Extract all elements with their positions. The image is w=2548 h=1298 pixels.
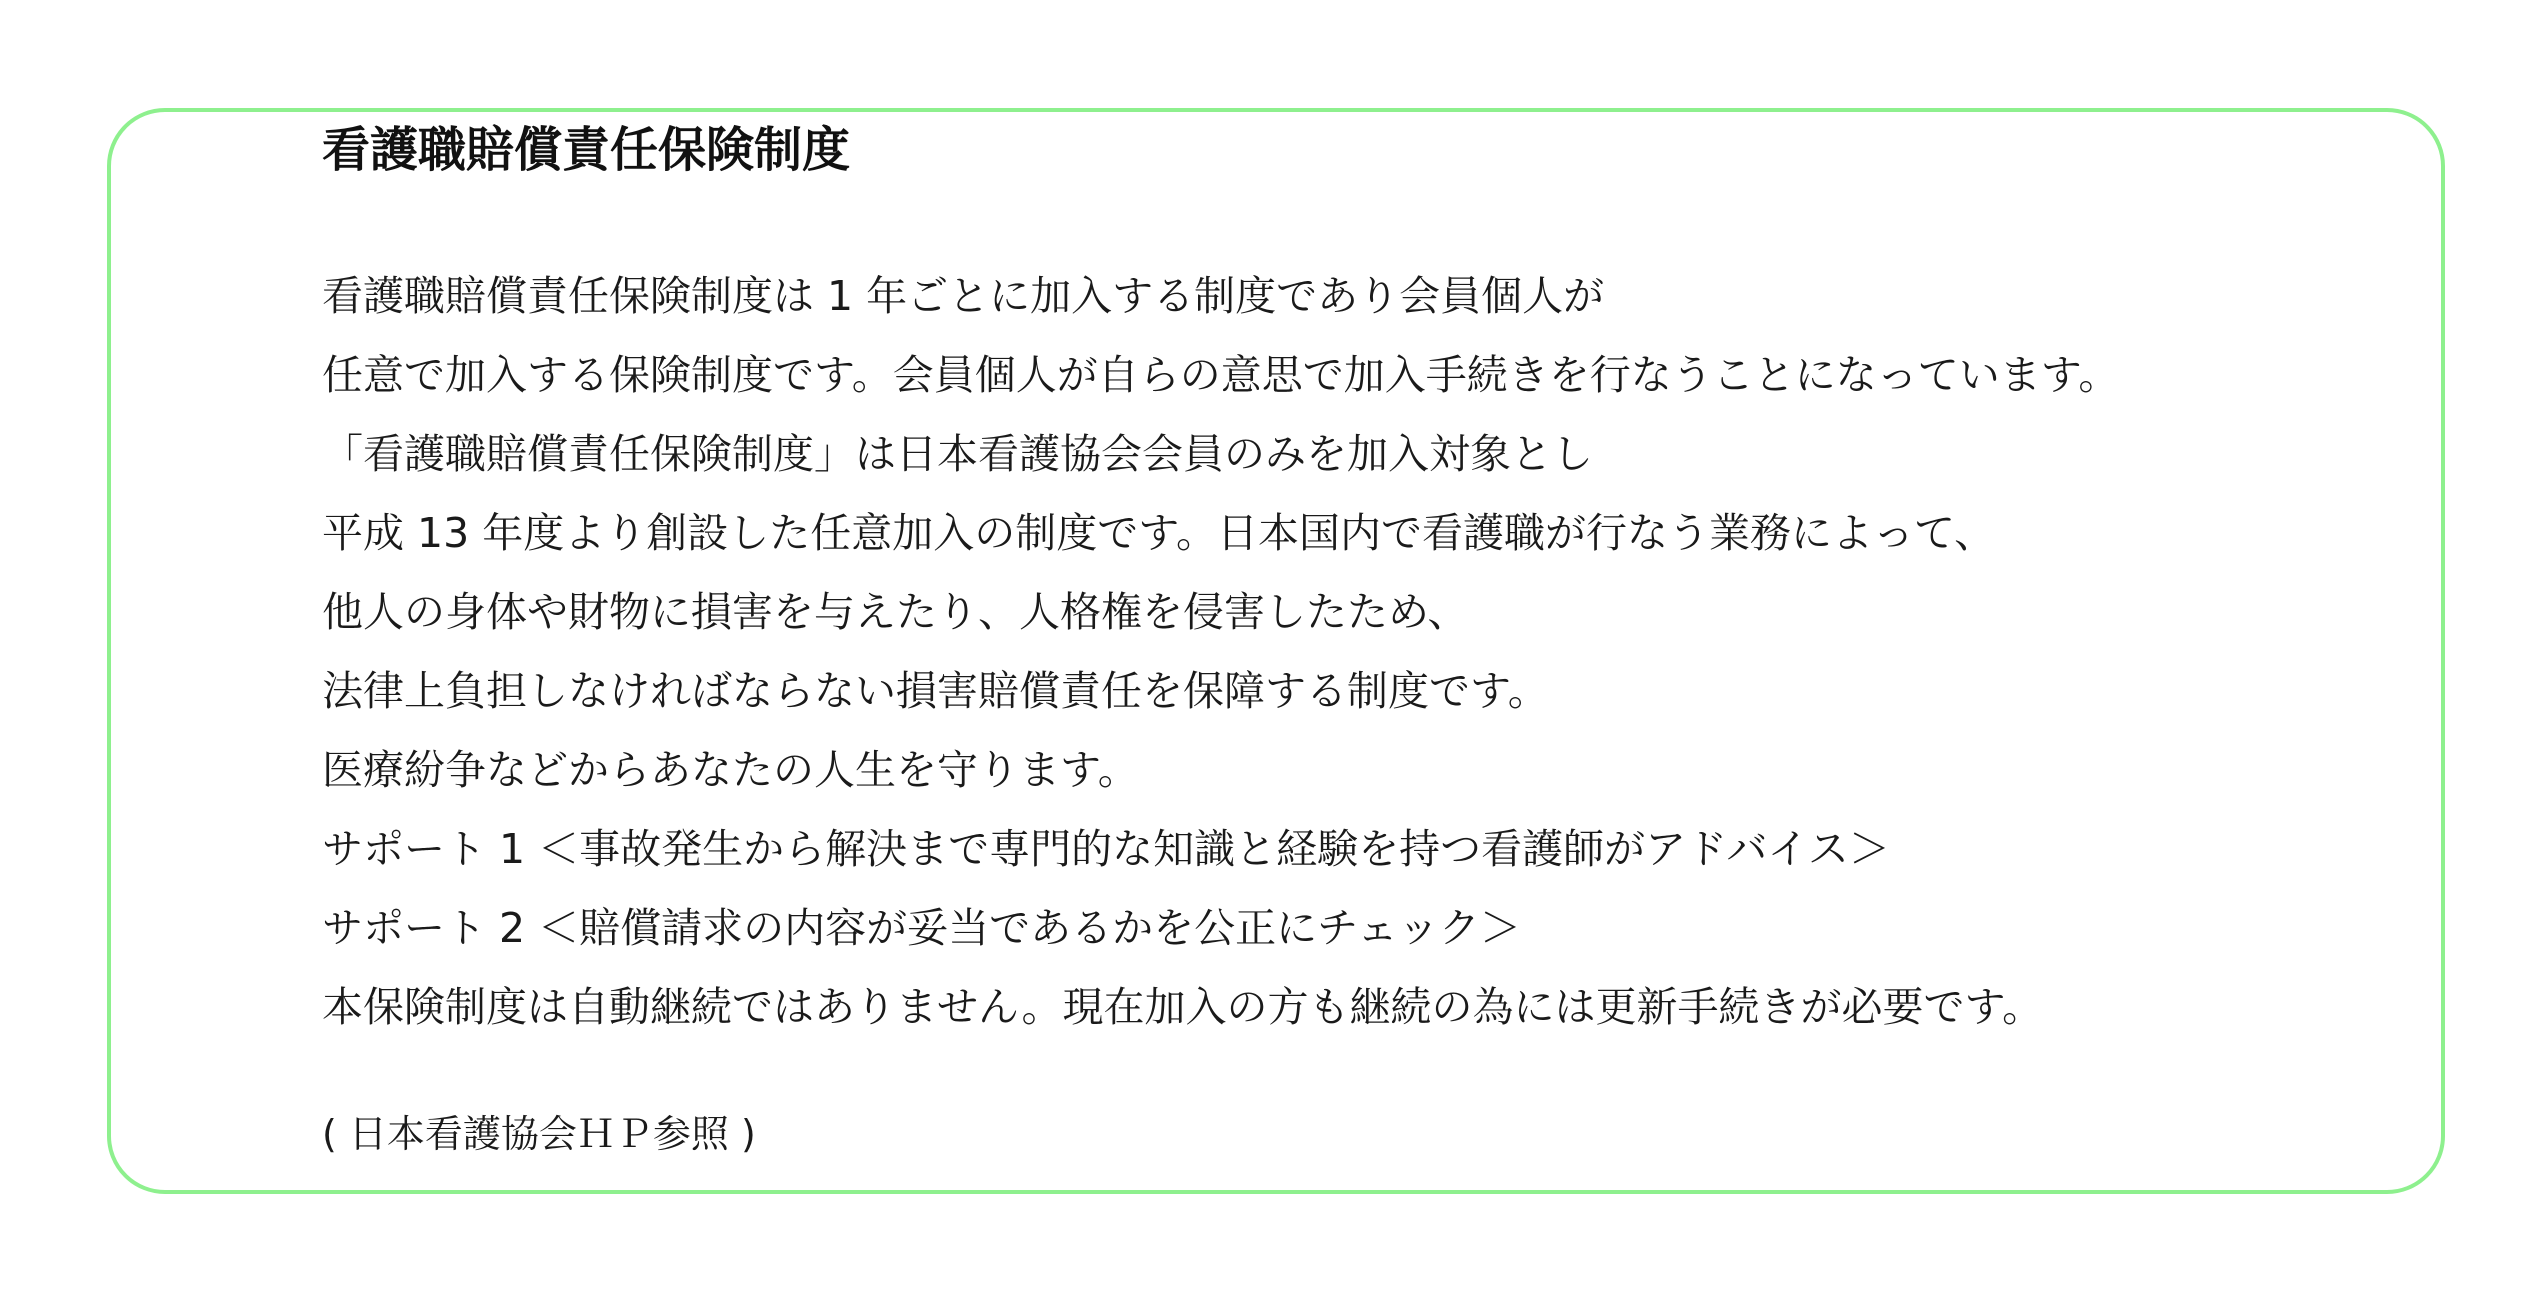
body-line: 平成 13 年度より創設した任意加入の制度です。日本国内で看護職が行なう業務によって、: [322, 509, 1996, 557]
source-note: ( 日本看護協会ＨＰ参照 ): [322, 1112, 756, 1156]
page-title: 看護職賠償責任保険制度: [322, 122, 851, 178]
body-line: 看護職賠償責任保険制度は 1 年ごとに加入する制度であり会員個人が: [322, 272, 1605, 320]
body-line: 他人の身体や財物に損害を与えたり、人格権を侵害したため、: [322, 588, 1469, 636]
body-line: 法律上負担しなければならない損害賠償責任を保障する制度です。: [322, 667, 1549, 715]
support-line-2: サポート 2 ＜賠償請求の内容が妥当であるかを公正にチェック＞: [322, 904, 1521, 952]
body-text: [322, 266, 2119, 1056]
body-line: 「看護職賠償責任保険制度」は日本看護協会会員のみを加入対象とし: [322, 430, 1593, 478]
body-line: 医療紛争などからあなたの人生を守ります。: [322, 746, 1139, 794]
body-line: 本保険制度は自動継続ではありません。現在加入の方も継続の為には更新手続きが必要です。: [322, 983, 2044, 1031]
body-line: 任意で加入する保険制度です。会員個人が自らの意思で加入手続きを行なうことになっています。: [322, 351, 2120, 399]
support-line-1: サポート 1 ＜事故発生から解決まで専門的な知識と経験を持つ看護師がアドバイス＞: [322, 825, 1890, 873]
